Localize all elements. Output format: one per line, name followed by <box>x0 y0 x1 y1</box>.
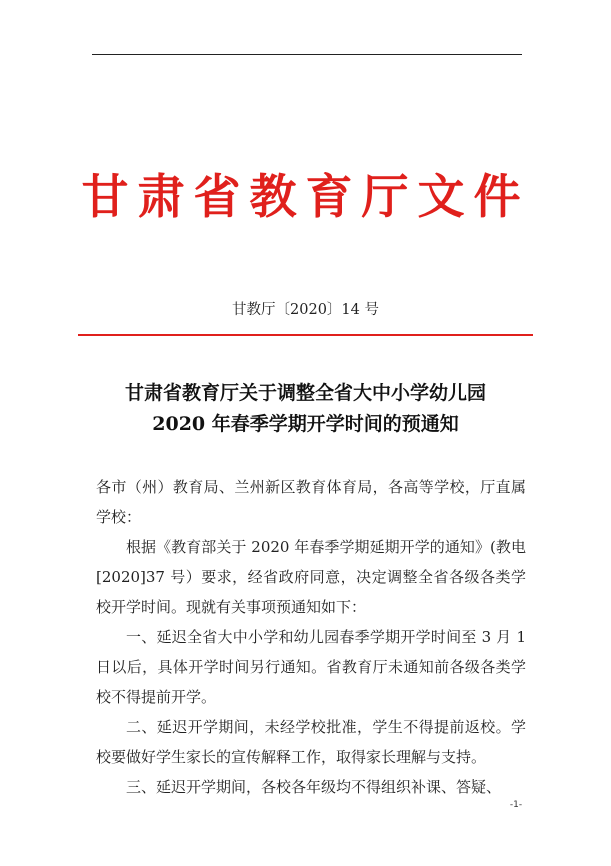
item-1-paragraph: 一、延迟全省大中小学和幼儿园春季学期开学时间至 3 月 1 日以后，具体开学时间另行通知。省教育厅未通知前各级各类学校不得提前开学。 <box>96 628 526 706</box>
issuer-heading: 甘肃省教育厅文件 <box>81 170 530 225</box>
page-number: -1- <box>509 800 523 810</box>
document-number: 甘教厅〔2020〕14 号 <box>232 302 379 318</box>
top-divider <box>92 54 522 55</box>
item-2-paragraph: 二、延迟开学期间，未经学校批准，学生不得提前返校。学校要做好学生家长的宣传解释工作，取得家长理解与支持。 <box>96 718 526 766</box>
notice-title-line-1: 甘肃省教育厅关于调整全省大中小学幼儿园 <box>124 382 486 404</box>
notice-title-line-2: 2020 年春季学期开学时间的预通知 <box>152 413 459 435</box>
item-3-paragraph: 三、延迟开学期间，各校各年级均不得组织补课、答疑、 <box>126 778 502 796</box>
red-divider <box>78 334 533 336</box>
notice-body <box>96 472 526 802</box>
intro-paragraph: 根据《教育部关于 2020 年春季学期延期开学的通知》(教电[2020]37 号）要求，经省政府同意，决定调整全省各级各类学校开学时间。现就有关事项预通知如下： <box>96 538 526 616</box>
recipients-paragraph: 各市（州）教育局、兰州新区教育体育局，各高等学校，厅直属学校： <box>96 478 526 526</box>
